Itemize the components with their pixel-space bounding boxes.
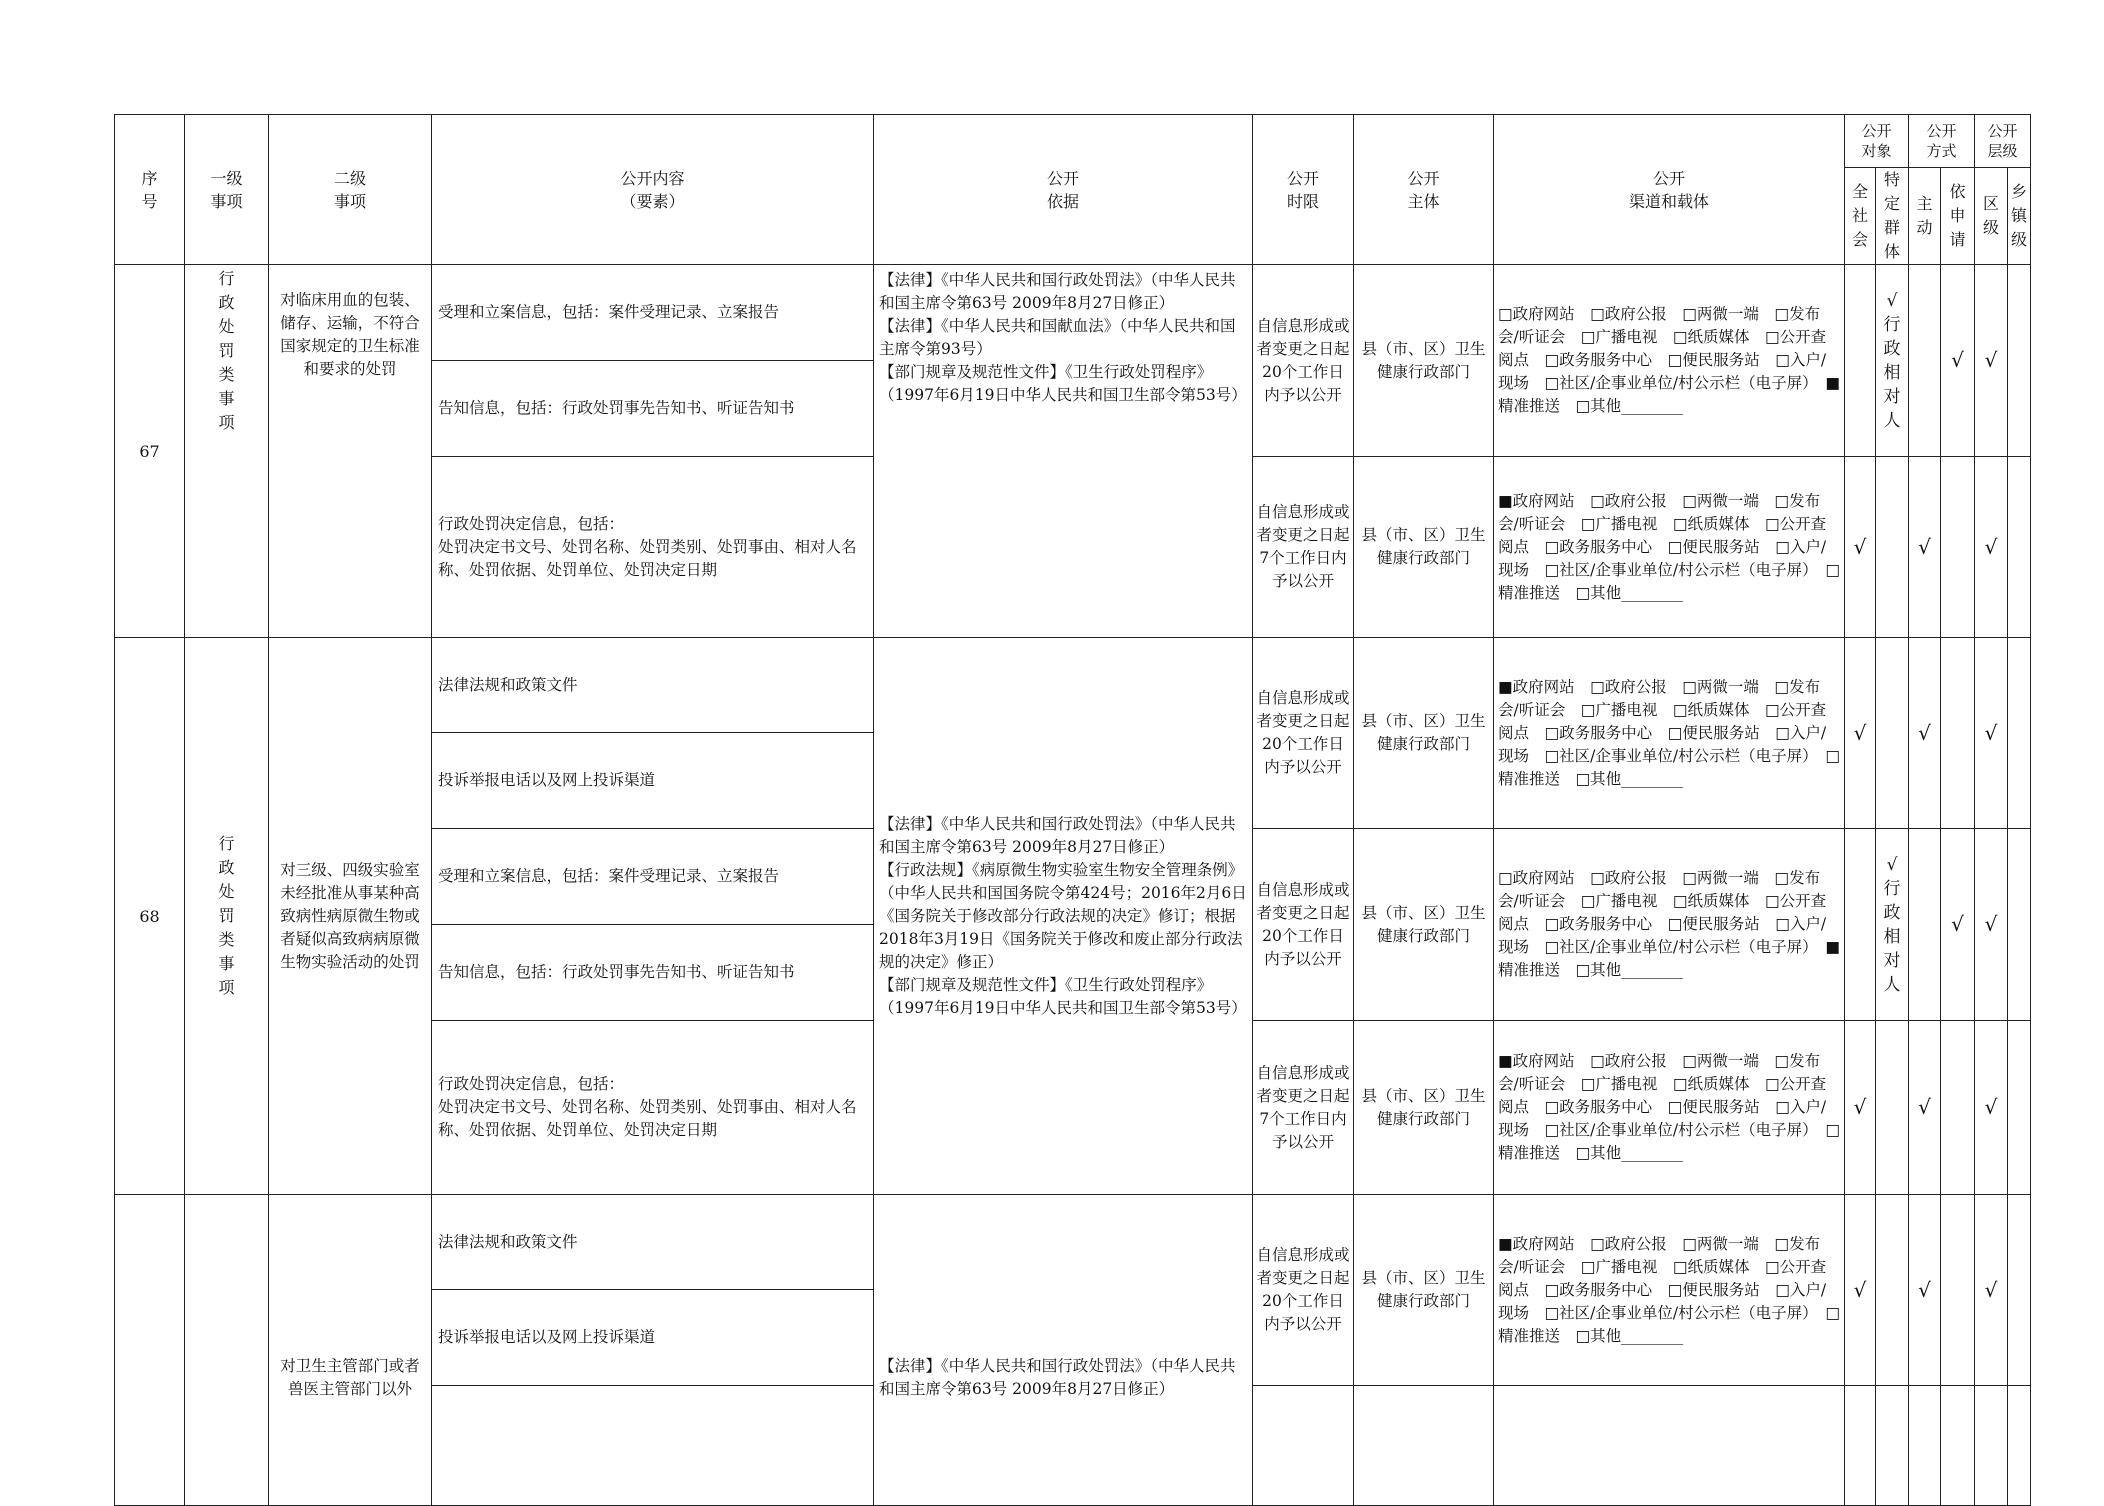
target-all-cell: √ [1845, 457, 1876, 638]
header-method-apply: 依申请 [1941, 168, 1975, 265]
header-method-active: 主动 [1909, 168, 1941, 265]
level-township-cell [2008, 1386, 2031, 1506]
basis-cell: 【法律】《中华人民共和国行政处罚法》（中华人民共和国主席令第63号 2009年8月27日修正） [874, 1195, 1253, 1506]
target-specific-cell [1876, 457, 1909, 638]
disclosure-table [114, 114, 2031, 1506]
method-active-cell: √ [1909, 457, 1941, 638]
row-seq [115, 1195, 185, 1506]
time-cell [1253, 1386, 1354, 1506]
level-township-cell [2008, 638, 2031, 829]
row-seq: 67 [115, 265, 185, 638]
header-content: 公开内容 （要素） [432, 115, 874, 265]
header-basis: 公开 依据 [874, 115, 1253, 265]
subject-cell: 县（市、区）卫生健康行政部门 [1354, 1021, 1494, 1195]
target-specific-cell: √行政相对人 [1876, 829, 1909, 1021]
content-cell: 受理和立案信息，包括：案件受理记录、立案报告 [432, 265, 874, 361]
method-apply-cell [1941, 1195, 1975, 1386]
row-level1: 行政处罚类事项 [185, 265, 269, 638]
target-all-cell [1845, 1386, 1876, 1506]
header-level-district: 区级 [1975, 168, 2008, 265]
channel-cell: □政府网站 □政府公报 □两微一端 □发布会/听证会 □广播电视 □纸质媒体 □公开查阅点 □政务服务中心 □便民服务站 □入户/现场 □社区/企事业单位/村公示栏（电子屏） ■精准推送 □其他________ [1494, 829, 1845, 1021]
row-seq: 68 [115, 638, 185, 1195]
time-cell: 自信息形成或者变更之日起7个工作日内予以公开 [1253, 457, 1354, 638]
header-level: 公开 层级 [1975, 115, 2031, 168]
channel-cell: □政府网站 □政府公报 □两微一端 □发布会/听证会 □广播电视 □纸质媒体 □公开查阅点 □政务服务中心 □便民服务站 □入户/现场 □社区/企事业单位/村公示栏（电子屏） ■精准推送 □其他________ [1494, 265, 1845, 457]
content-cell: 法律法规和政策文件 [432, 638, 874, 733]
level-district-cell: √ [1975, 638, 2008, 829]
level-district-cell: √ [1975, 265, 2008, 457]
time-cell: 自信息形成或者变更之日起20个工作日内予以公开 [1253, 265, 1354, 457]
subject-cell: 县（市、区）卫生健康行政部门 [1354, 1195, 1494, 1386]
table-row [115, 638, 2031, 733]
time-cell: 自信息形成或者变更之日起7个工作日内予以公开 [1253, 1021, 1354, 1195]
target-specific-cell [1876, 1195, 1909, 1386]
content-cell: 告知信息，包括：行政处罚事先告知书、听证告知书 [432, 361, 874, 457]
method-active-cell [1909, 265, 1941, 457]
time-cell: 自信息形成或者变更之日起20个工作日内予以公开 [1253, 829, 1354, 1021]
method-active-cell [1909, 1386, 1941, 1506]
method-apply-cell: √ [1941, 265, 1975, 457]
basis-cell: 【法律】《中华人民共和国行政处罚法》（中华人民共和国主席令第63号 2009年8月27日修正） 【法律】《中华人民共和国献血法》（中华人民共和国主席令第93号） 【部门规章及规范性文件】《卫生行政处罚程序》（1997年6月19日中华人民共和国卫生部令第53号） [874, 265, 1253, 638]
header-target: 公开 对象 [1845, 115, 1909, 168]
content-cell: 受理和立案信息，包括：案件受理记录、立案报告 [432, 829, 874, 925]
content-cell: 行政处罚决定信息，包括： 处罚决定书文号、处罚名称、处罚类别、处罚事由、相对人名称、处罚依据、处罚单位、处罚决定日期 [432, 457, 874, 638]
content-cell [432, 1386, 874, 1506]
content-cell: 投诉举报电话以及网上投诉渠道 [432, 733, 874, 829]
header-level2: 二级 事项 [269, 115, 432, 265]
row-level1 [185, 1195, 269, 1506]
row-level2-item: 对卫生主管部门或者兽医主管部门以外 [269, 1195, 432, 1506]
row-level2-item: 对临床用血的包装、储存、运输，不符合国家规定的卫生标准和要求的处罚 [269, 265, 432, 638]
target-specific-cell [1876, 1021, 1909, 1195]
level-township-cell [2008, 829, 2031, 1021]
method-apply-cell [1941, 1386, 1975, 1506]
target-all-cell [1845, 829, 1876, 1021]
content-cell: 告知信息，包括：行政处罚事先告知书、听证告知书 [432, 925, 874, 1021]
disclosure-table-sheet [114, 114, 2030, 1398]
content-cell: 投诉举报电话以及网上投诉渠道 [432, 1290, 874, 1386]
subject-cell [1354, 1386, 1494, 1506]
content-cell: 法律法规和政策文件 [432, 1195, 874, 1290]
row-level2-item: 对三级、四级实验室未经批准从事某种高致病性病原微生物或者疑似高致病病原微生物实验活动的处罚 [269, 638, 432, 1195]
subject-cell: 县（市、区）卫生健康行政部门 [1354, 457, 1494, 638]
header-seq: 序 号 [115, 115, 185, 265]
target-all-cell: √ [1845, 1195, 1876, 1386]
channel-cell [1494, 1386, 1845, 1506]
time-cell: 自信息形成或者变更之日起20个工作日内予以公开 [1253, 638, 1354, 829]
level-township-cell [2008, 457, 2031, 638]
header-level1: 一级 事项 [185, 115, 269, 265]
method-active-cell [1909, 829, 1941, 1021]
table-row [115, 1195, 2031, 1290]
header-method: 公开 方式 [1909, 115, 1975, 168]
target-specific-cell [1876, 638, 1909, 829]
method-active-cell: √ [1909, 1021, 1941, 1195]
header-channel: 公开 渠道和载体 [1494, 115, 1845, 265]
target-all-cell [1845, 265, 1876, 457]
target-specific-cell [1876, 1386, 1909, 1506]
level-township-cell [2008, 1195, 2031, 1386]
method-active-cell: √ [1909, 1195, 1941, 1386]
subject-cell: 县（市、区）卫生健康行政部门 [1354, 829, 1494, 1021]
channel-cell: ■政府网站 □政府公报 □两微一端 □发布会/听证会 □广播电视 □纸质媒体 □公开查阅点 □政务服务中心 □便民服务站 □入户/现场 □社区/企事业单位/村公示栏（电子屏） □精准推送 □其他________ [1494, 638, 1845, 829]
method-apply-cell: √ [1941, 829, 1975, 1021]
level-district-cell: √ [1975, 1021, 2008, 1195]
channel-cell: ■政府网站 □政府公报 □两微一端 □发布会/听证会 □广播电视 □纸质媒体 □公开查阅点 □政务服务中心 □便民服务站 □入户/现场 □社区/企事业单位/村公示栏（电子屏） □精准推送 □其他________ [1494, 1021, 1845, 1195]
header-level-township: 乡镇级 [2008, 168, 2031, 265]
basis-cell: 【法律】《中华人民共和国行政处罚法》（中华人民共和国主席令第63号 2009年8月27日修正） 【行政法规】《病原微生物实验室生物安全管理条例》（中华人民共和国国务院令第424号；2016年2月6日《国务院关于修改部分行政法规的决定》修订；根据2018年3月19日《国务院关于修改和废止部分行政法规的决定》修正） 【部门规章及规范性文件】《卫生行政处罚程序》（1997年6月19日中华人民共和国卫生部令第53号） [874, 638, 1253, 1195]
method-apply-cell [1941, 638, 1975, 829]
row-level1: 行政处罚类事项 [185, 638, 269, 1195]
method-active-cell: √ [1909, 638, 1941, 829]
header-time: 公开 时限 [1253, 115, 1354, 265]
time-cell: 自信息形成或者变更之日起20个工作日内予以公开 [1253, 1195, 1354, 1386]
header-target-all: 全社会 [1845, 168, 1876, 265]
header-subject: 公开 主体 [1354, 115, 1494, 265]
header-target-specific: 特定群体 [1876, 168, 1909, 265]
subject-cell: 县（市、区）卫生健康行政部门 [1354, 638, 1494, 829]
target-all-cell: √ [1845, 638, 1876, 829]
target-specific-cell: √行政相对人 [1876, 265, 1909, 457]
method-apply-cell [1941, 457, 1975, 638]
method-apply-cell [1941, 1021, 1975, 1195]
level-township-cell [2008, 1021, 2031, 1195]
target-all-cell: √ [1845, 1021, 1876, 1195]
subject-cell: 县（市、区）卫生健康行政部门 [1354, 265, 1494, 457]
content-cell: 行政处罚决定信息，包括： 处罚决定书文号、处罚名称、处罚类别、处罚事由、相对人名称、处罚依据、处罚单位、处罚决定日期 [432, 1021, 874, 1195]
channel-cell: ■政府网站 □政府公报 □两微一端 □发布会/听证会 □广播电视 □纸质媒体 □公开查阅点 □政务服务中心 □便民服务站 □入户/现场 □社区/企事业单位/村公示栏（电子屏） □精准推送 □其他________ [1494, 1195, 1845, 1386]
level-township-cell [2008, 265, 2031, 457]
level-district-cell: √ [1975, 1195, 2008, 1386]
table-row [115, 265, 2031, 361]
level-district-cell [1975, 1386, 2008, 1506]
channel-cell: ■政府网站 □政府公报 □两微一端 □发布会/听证会 □广播电视 □纸质媒体 □公开查阅点 □政务服务中心 □便民服务站 □入户/现场 □社区/企事业单位/村公示栏（电子屏） □精准推送 □其他________ [1494, 457, 1845, 638]
level-district-cell: √ [1975, 829, 2008, 1021]
level-district-cell: √ [1975, 457, 2008, 638]
